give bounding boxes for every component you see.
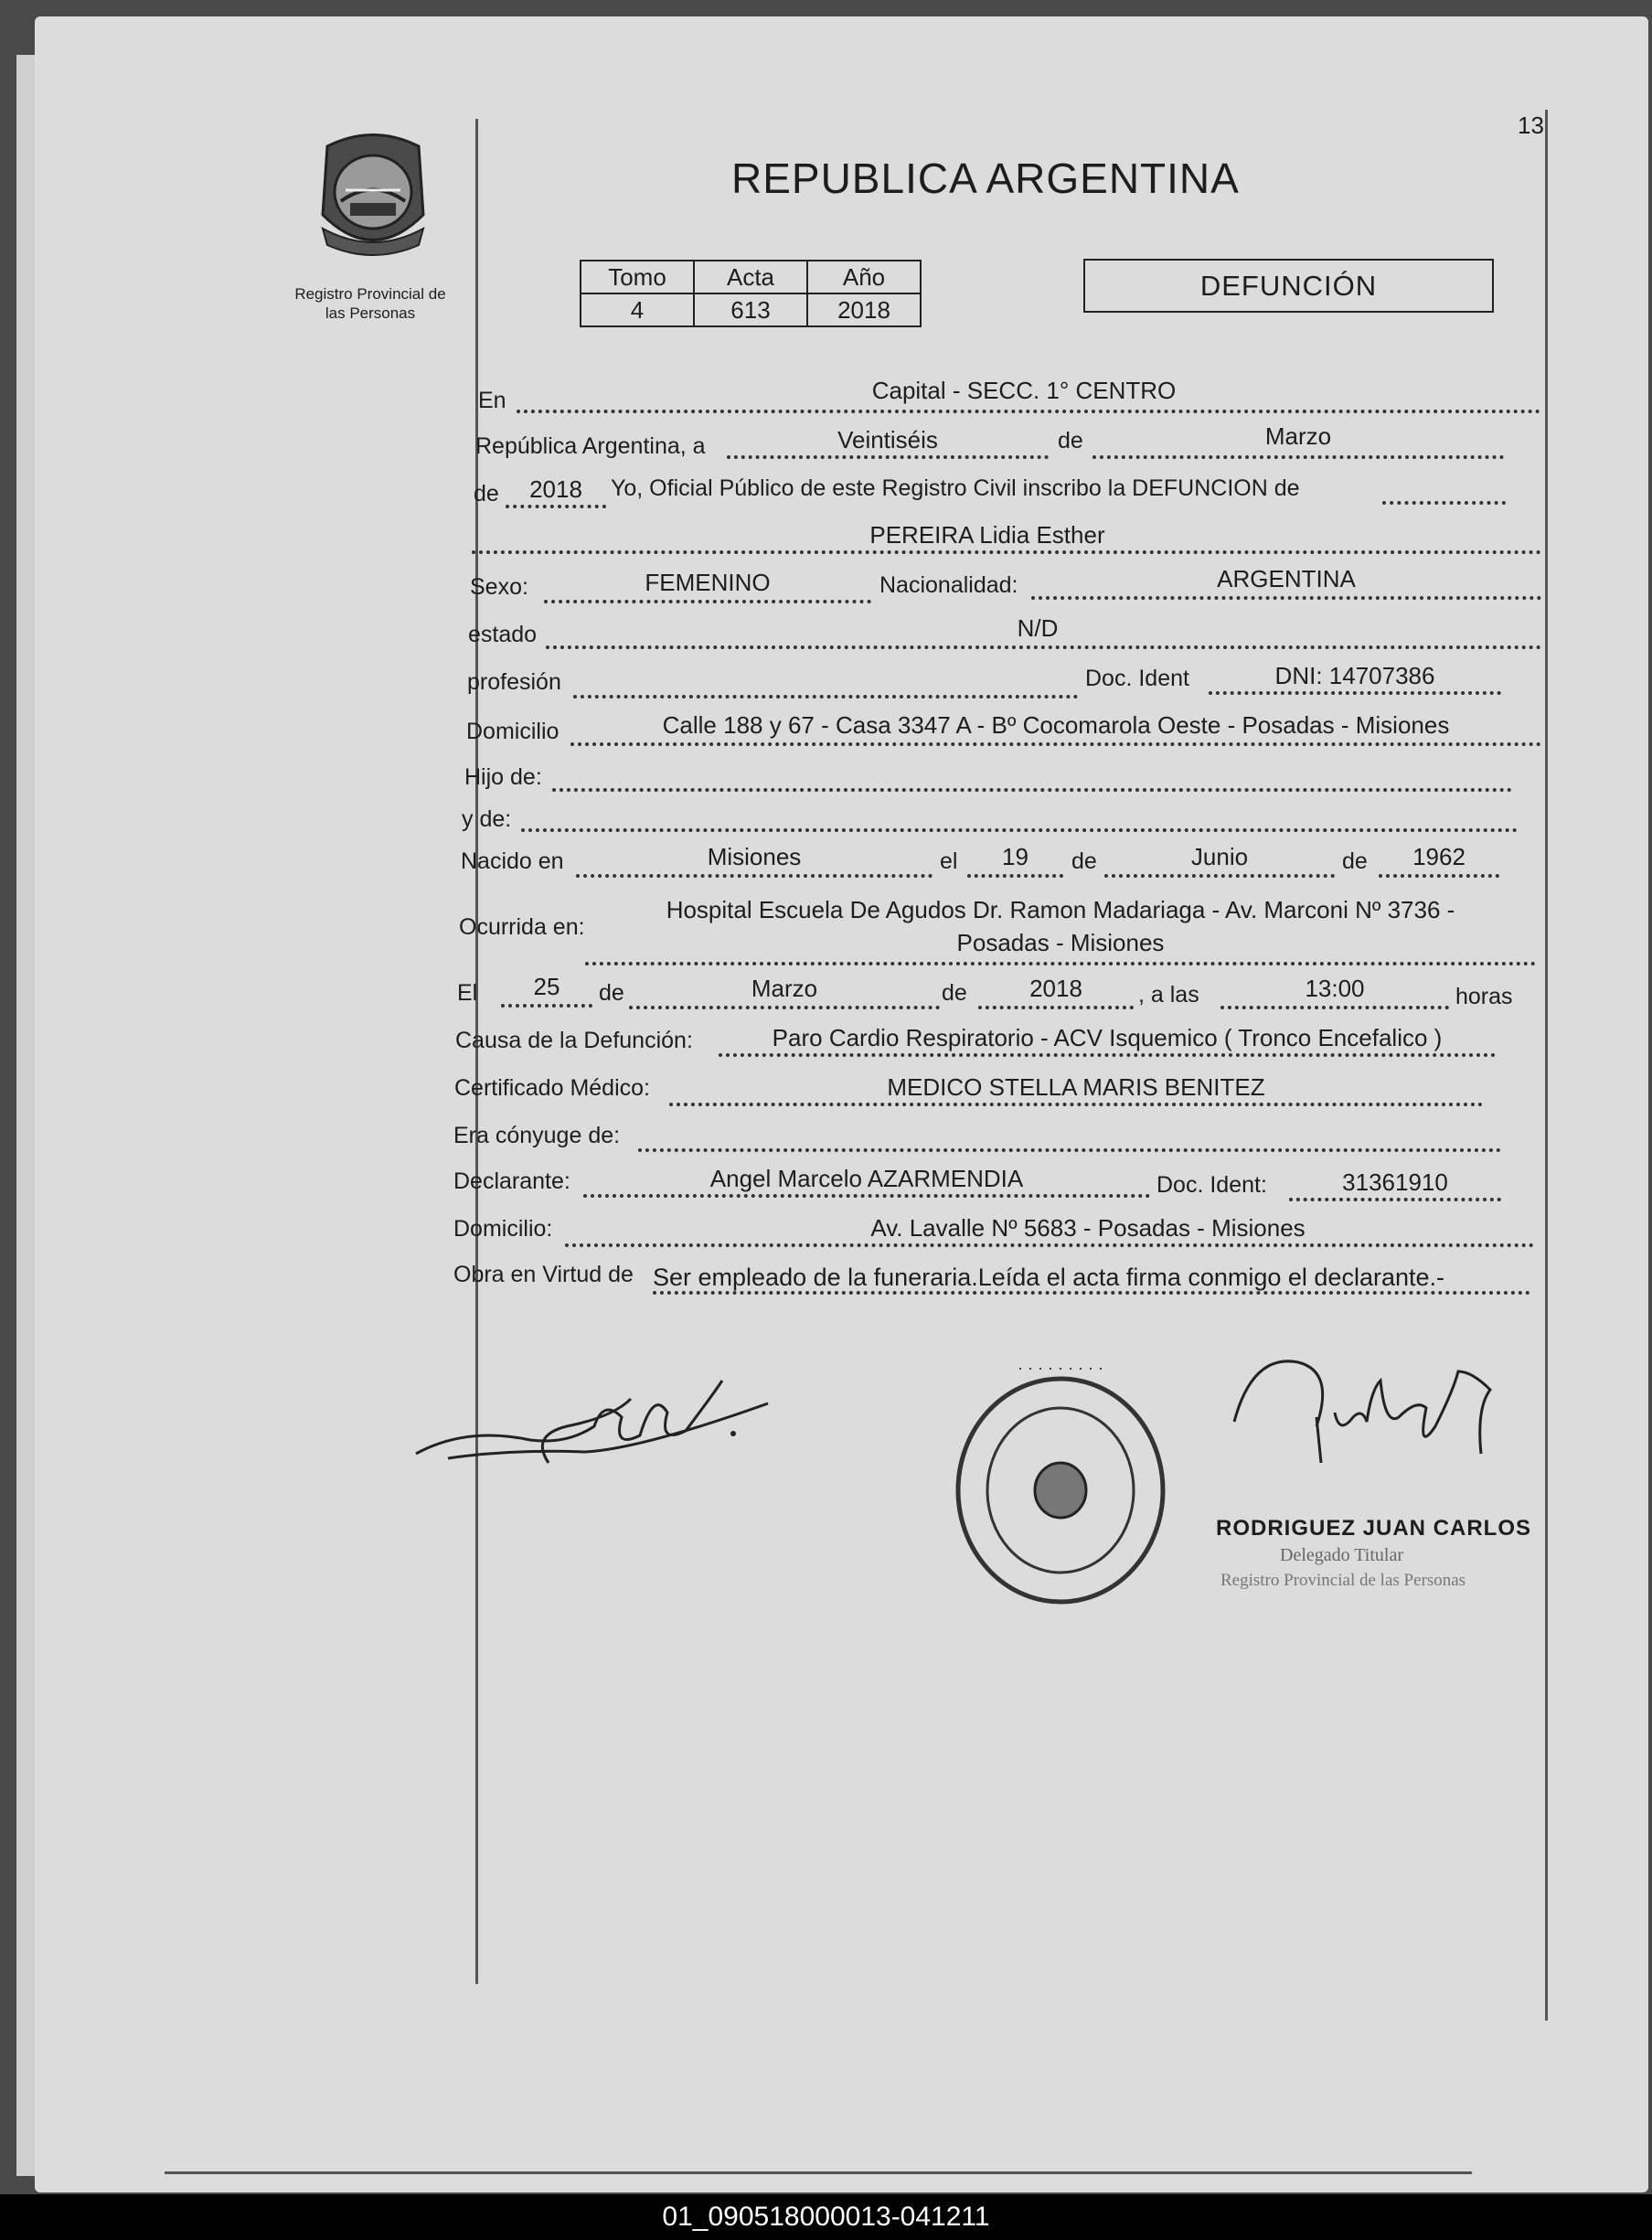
sexo-label: Sexo: bbox=[470, 574, 528, 600]
ocurrida-line-2: Posadas - Misiones bbox=[956, 929, 1165, 956]
nacionalidad-label: Nacionalidad: bbox=[879, 572, 1018, 598]
estado-label: estado bbox=[468, 622, 538, 647]
declarante-dots bbox=[583, 1194, 1150, 1198]
el2-label: El bbox=[457, 980, 478, 1006]
official-seal bbox=[951, 1353, 1179, 1627]
year-value: 2018 bbox=[529, 475, 582, 503]
domicilio-label: Domicilio bbox=[466, 719, 560, 744]
en-label: En bbox=[478, 388, 506, 413]
acta-value-acta: 613 bbox=[694, 293, 807, 326]
decl-doc-dots bbox=[1289, 1198, 1501, 1201]
doc-ident-label: Doc. Ident bbox=[1085, 666, 1189, 691]
footer-code: 01_090518000013-041211 bbox=[662, 2202, 990, 2232]
def-anio-dots bbox=[978, 1006, 1134, 1009]
nacionalidad-value: ARGENTINA bbox=[1217, 565, 1356, 592]
estado-dots bbox=[546, 645, 1541, 649]
ocurrida-label: Ocurrida en: bbox=[459, 914, 585, 940]
oficial-dots bbox=[1382, 501, 1506, 505]
acta-table bbox=[580, 260, 922, 327]
decl-dom-value: Av. Lavalle Nº 5683 - Posadas - Misiones bbox=[870, 1214, 1306, 1242]
certificado-label: Certificado Médico: bbox=[454, 1075, 650, 1101]
def-mes-dots bbox=[629, 1006, 940, 1009]
declarante-label: Declarante: bbox=[453, 1168, 570, 1194]
day-dots bbox=[727, 455, 1049, 459]
acta-header-tomo: Tomo bbox=[581, 261, 694, 293]
registry-line-2: las Personas bbox=[325, 304, 416, 322]
def-anio: 2018 bbox=[1029, 975, 1082, 1002]
nacido-mes: Junio bbox=[1190, 843, 1249, 870]
def-dia-dots bbox=[501, 1004, 592, 1008]
bottom-line bbox=[165, 2171, 1472, 2174]
obra-label: Obra en Virtud de bbox=[453, 1262, 634, 1287]
document-title: REPUBLICA ARGENTINA bbox=[731, 155, 1240, 202]
domicilio-dots bbox=[570, 742, 1541, 746]
nacido-dia-dots bbox=[967, 874, 1063, 878]
decl-doc-value: 31361910 bbox=[1342, 1168, 1448, 1196]
alas-label: , a las bbox=[1138, 982, 1199, 1008]
horas-label: horas bbox=[1455, 984, 1513, 1009]
province-shield-icon bbox=[309, 128, 437, 265]
sexo-dots bbox=[544, 600, 871, 603]
de-label-1: de bbox=[1058, 428, 1083, 453]
yde-label: y de: bbox=[462, 806, 512, 832]
nacido-anio-dots bbox=[1379, 874, 1499, 878]
nacido-mes-dots bbox=[1104, 874, 1335, 878]
estado-value: N/D bbox=[1017, 614, 1059, 642]
nacido-lugar-dots bbox=[576, 874, 933, 878]
de-label-d: de bbox=[942, 980, 967, 1006]
def-dia: 25 bbox=[533, 973, 560, 1000]
en-dots bbox=[517, 410, 1540, 413]
registry-label bbox=[274, 284, 466, 323]
doc-ident-dots bbox=[1209, 691, 1501, 695]
page-number: 13 bbox=[1518, 112, 1544, 139]
ocurrida-line-1: Hospital Escuela De Agudos Dr. Ramon Madariaga - Av. Marconi Nº 3736 - bbox=[666, 896, 1455, 923]
declarant-signature bbox=[411, 1362, 777, 1504]
el-label: el bbox=[940, 848, 958, 874]
acta-table-header-row bbox=[581, 261, 921, 293]
footer-code-bar bbox=[0, 2194, 1652, 2240]
province-logo bbox=[309, 128, 437, 265]
causa-value: Paro Cardio Respiratorio - ACV Isquemico ( Tronco Encefalico ) bbox=[772, 1024, 1443, 1051]
def-mes: Marzo bbox=[751, 975, 818, 1002]
causa-label: Causa de la Defunción: bbox=[455, 1028, 693, 1053]
oficial-text: Yo, Oficial Público de este Registro Civil inscribo la DEFUNCION de bbox=[611, 475, 1300, 501]
certificado-value: MEDICO STELLA MARIS BENITEZ bbox=[887, 1073, 1265, 1101]
domicilio-value: Calle 188 y 67 - Casa 3347 A - Bº Cocomarola Oeste - Posadas - Misiones bbox=[662, 711, 1450, 739]
de-label-b: de bbox=[1342, 848, 1368, 874]
hijo-label: Hijo de: bbox=[464, 764, 542, 790]
obra-value: Ser empleado de la funeraria.Leída el acta firma conmigo el declarante.- bbox=[653, 1264, 1444, 1291]
de-label-c: de bbox=[599, 980, 624, 1006]
nacido-dia: 19 bbox=[1002, 843, 1029, 870]
def-hora-dots bbox=[1220, 1006, 1449, 1009]
svg-text:· · · · · · · · ·: · · · · · · · · · bbox=[1018, 1359, 1103, 1377]
right-margin-line bbox=[1545, 110, 1548, 2021]
certificado-dots bbox=[669, 1103, 1483, 1106]
acta-table-value-row bbox=[581, 293, 921, 326]
conyuge-dots bbox=[638, 1148, 1501, 1152]
record-type-box: DEFUNCIÓN bbox=[1083, 259, 1494, 313]
official-org: Registro Provincial de las Personas bbox=[1220, 1571, 1466, 1590]
year-dots bbox=[506, 505, 606, 508]
deceased-name: PEREIRA Lidia Esther bbox=[869, 521, 1105, 549]
sexo-value: FEMENINO bbox=[645, 569, 771, 596]
decl-dom-dots bbox=[565, 1243, 1534, 1247]
en-value: Capital - SECC. 1° CENTRO bbox=[871, 377, 1177, 404]
profesion-label: profesión bbox=[467, 669, 561, 695]
official-role: Delegado Titular bbox=[1280, 1545, 1403, 1565]
de-label-2: de bbox=[474, 481, 499, 507]
registry-line-1: Registro Provincial de bbox=[294, 285, 446, 303]
official-signature bbox=[1216, 1353, 1518, 1513]
declarante-value: Angel Marcelo AZARMENDIA bbox=[709, 1165, 1024, 1192]
month-value: Marzo bbox=[1264, 422, 1332, 450]
decl-doc-label: Doc. Ident: bbox=[1156, 1172, 1267, 1198]
day-words: Veintiséis bbox=[837, 426, 938, 453]
nacionalidad-dots bbox=[1031, 596, 1541, 600]
conyuge-label: Era cónyuge de: bbox=[453, 1123, 621, 1148]
decl-dom-label: Domicilio: bbox=[453, 1216, 553, 1242]
nacido-anio: 1962 bbox=[1412, 843, 1465, 870]
acta-value-tomo: 4 bbox=[581, 293, 694, 326]
name-dots bbox=[472, 550, 1541, 554]
acta-header-acta: Acta bbox=[694, 261, 807, 293]
de-label-a: de bbox=[1071, 848, 1097, 874]
nacido-label: Nacido en bbox=[461, 848, 564, 874]
ocurrida-dots bbox=[585, 962, 1536, 965]
def-hora: 13:00 bbox=[1305, 975, 1365, 1002]
profesion-dots bbox=[573, 695, 1078, 699]
acta-header-anio: Año bbox=[807, 261, 921, 293]
doc-ident-value: DNI: 14707386 bbox=[1274, 662, 1435, 689]
official-name: RODRIGUEZ JUAN CARLOS bbox=[1216, 1516, 1532, 1541]
hijo-dots bbox=[552, 788, 1512, 792]
yde-dots bbox=[521, 828, 1518, 832]
republica-label: República Argentina, a bbox=[475, 433, 706, 459]
month-dots bbox=[1092, 455, 1504, 459]
causa-dots bbox=[719, 1053, 1496, 1057]
nacido-lugar: Misiones bbox=[707, 843, 802, 870]
acta-value-anio: 2018 bbox=[807, 293, 921, 326]
